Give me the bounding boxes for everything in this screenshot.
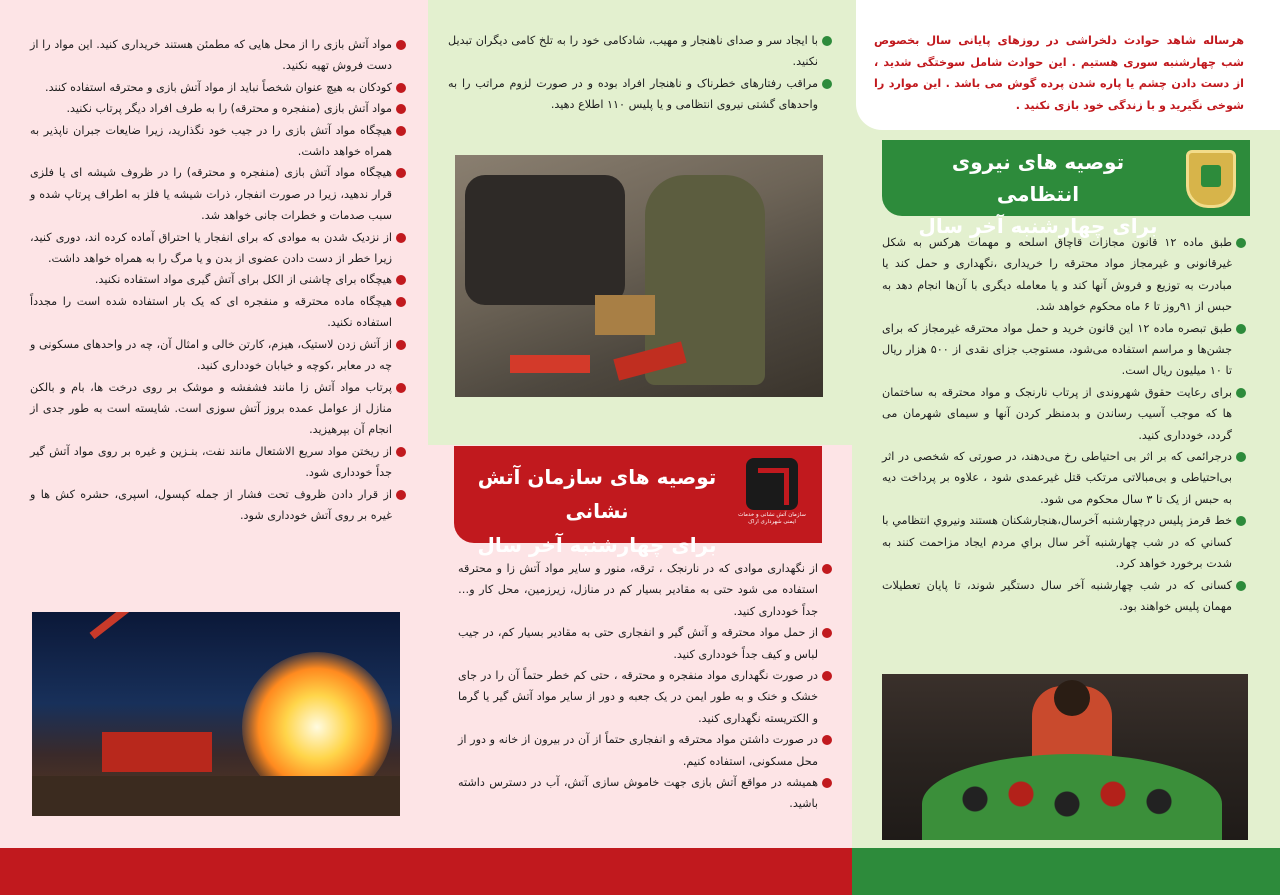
list-item: طبق ماده ۱۲ قانون مجازات قاچاق اسلحه و مهمات هرکس به شکل غیرقانونی و غیرمجاز مواد محترقه را خریداری ،نگهداری و حمل کند یا مبادرت به توزیع و فروش آنها کند و یا معامله دیگری با آن‌ها انجام دهد به حبس از ۹۱روز تا ۶ ماه محکوم خواهد شد. — [882, 232, 1246, 318]
list-item: از آتش زدن لاستیک، هیزم، کارتن خالی و امثال آن، چه در واحدهای مسکونی و چه در معابر ،کوچه و خیابان خودداری کنید. — [30, 334, 406, 377]
list-item: از ریختن مواد سریع الاشتعال مانند نفت، بنـزین و غیره بر روی مواد آتش گیر جداً خودداری شود. — [30, 441, 406, 484]
list-item: کسانی که در شب چهارشنبه آخر سال دستگیر شوند، تا پایان تعطیلات مهمان پلیس خواهند بود. — [882, 575, 1246, 618]
middle-panel — [428, 0, 852, 848]
list-item: درجرائمی که بر اثر بی احتیاطی رخ می‌دهند، در صورتی که شخصی در اثر بی‌احتیاطی و بی‌مبالاتی مرتکب قتل غیرعمدی شود ، علاوه بر پرداخت دیه به حبس از یک تا ۳ سال محکوم می شود. — [882, 446, 1246, 510]
police-banner-title — [908, 146, 1168, 242]
list-item: از نگهداری موادی که در نارنجک ، ترقه، منور و سایر مواد آتش زا و محترقه استفاده می شود حتی به مقادیر بسیار کم در منازل، زیرزمین، محل کار و… جداً خودداری کنید. — [458, 558, 832, 622]
fire-safety-list-continued — [30, 34, 406, 526]
list-item: از نزدیک شدن به موادی که برای انفجار یا احتراق آماده کرده اند، دوری کنید، زیرا خطر از دست دادن عضوی از بدن و یا مرگ را به همراه خواهد داشت. — [30, 227, 406, 270]
bottom-green-band — [852, 848, 1280, 895]
list-item: از حمل مواد محترقه و آتش گیر و انفجاری حتی به مقادیر بسیار کم، در جیب لباس و کیف جداً خودداری کنید. — [458, 622, 832, 665]
fire-dept-logo-icon — [736, 458, 808, 530]
list-item: هیچگاه ماده محترقه و منفجره ای که یک بار استفاده شده است را مجدداً استفاده نکنید. — [30, 291, 406, 334]
list-item: هیچگاه مواد آتش بازی را در جیب خود نگذارید، زیرا ضایعات جبران ناپذیر به همراه خواهد داشت. — [30, 120, 406, 163]
list-item: در صورت نگهداری مواد منفجره و محترقه ، حتی کم خطر حتماً آن را در جای خشک و خنک و به طور ایمن در یک جعبه و دور از سایر مواد آتش گیر یا گرما و الکتریسته نگهداری کنید. — [458, 665, 832, 729]
list-item: هیچگاه مواد آتش بازی (منفجره و محترقه) را در ظروف شیشه ای یا فلزی قرار ندهید، زیرا در صورت انفجار، ذرات شیشه یا فلز به اطراف پرتاپ شده و سبب صدمات و خطرات جانی خواهد شد. — [30, 162, 406, 226]
police-title-line2: برای چهارشنبه آخر سال — [918, 214, 1158, 238]
list-item: خط قرمز پلیس درچهارشنبه آخرسال،هنجارشکنان هستند ونیروي انتظامي با كساني كه در شب چهارشنبه آخر سال براي مردم ايجاد مزاحمت كنند به شدت برخورد خواهد كرد. — [882, 510, 1246, 574]
list-item: همیشه در مواقع آتش بازی جهت خاموش سازی آتش، آب در دسترس داشته باشید. — [458, 772, 832, 815]
list-item: از قرار دادن ظروف تحت فشار از جمله کپسول، اسپری، حشره کش ها و غیره بر روی آتش خودداری شود. — [30, 484, 406, 527]
list-item: طبق تبصره ماده ۱۲ این قانون خرید و حمل مواد محترقه غیرمجاز که برای جشن‌ها و مراسم استفاده می‌شود، مستوجب جزای نقدی از ۵۰۰ هزار ریال تا ۱۰ میلیون ریال است. — [882, 318, 1246, 382]
warning-notice — [856, 0, 1280, 130]
fire-photo — [32, 612, 400, 816]
fire-dept-title-line2: برای چهارشنبه آخر سال — [477, 533, 717, 557]
police-tips-continued — [448, 30, 832, 116]
fire-dept-logo-caption: سازمان آتش نشانی و خدمات ایمنی شهرداری اراک — [738, 512, 806, 525]
bottom-red-band — [0, 848, 852, 895]
list-item: با ایجاد سر و صدای ناهنجار و مهیب، شادکامی خود را به تلخ کامی دیگران تبدیل نکنید. — [448, 30, 832, 73]
list-item: در صورت داشتن مواد محترقه و انفجاری حتماً از آن در بیرون از خانه و دور از محل مسکونی، استفاده کنیم. — [458, 729, 832, 772]
fire-dept-title-line1: توصیه های سازمان آتش نشانی — [477, 465, 717, 523]
police-banner — [882, 140, 1250, 238]
list-item: پرتاب مواد آتش زا مانند فشفشه و موشک بر روی درخت ها، بام و بالکن منازل از عوامل عمده بروز آتش سوزی است. شایسته است به طور جدی از انجام آن بپرهیزید. — [30, 377, 406, 441]
list-item: مواد آتش بازی را از محل هایی که مطمئن هستند خریداری کنید. این مواد را از دست فروش تهیه نکنید. — [30, 34, 406, 77]
fire-dept-banner — [454, 446, 822, 557]
police-photo — [455, 155, 823, 397]
police-tips-list — [882, 232, 1246, 617]
list-item: برای رعایت حقوق شهروندی از پرتاب نارنجک و مواد محترقه به ساختمان ها که موجب آسیب رساندن و بدمنظر کردن آنها و سیمای شهرمان می گردد، خودداری کنید. — [882, 382, 1246, 446]
arrest-photo — [882, 674, 1248, 840]
list-item: هیچگاه برای چاشنی از الکل برای آتش گیری مواد استفاده نکنید. — [30, 269, 406, 290]
list-item: کودکان به هیچ عنوان شخصاً نباید از مواد آتش بازی و محترقه استفاده کنند. — [30, 77, 406, 98]
police-title-line1: توصیه های نیروی انتظامی — [951, 150, 1125, 206]
fire-dept-tips-list — [458, 558, 832, 815]
list-item: مراقب رفتارهای خطرناک و ناهنجار افراد بوده و در صورت لزوم مراتب را به واحدهای گشتی نیروی انتظامی و یا پلیس ۱۱۰ اطلاع دهید. — [448, 73, 832, 116]
warning-text: هرساله شاهد حوادث دلخراشی در روزهای پایانی سال بخصوص شب چهارشنبه سوری هستیم . این حوادث شامل سوختگی شدید ، از دست دادن چشم یا پاره شدن پرده گوش می باشد . این موارد را شوخی نگیرید و با زندگی خود بازی نکنید . — [874, 34, 1244, 112]
list-item: مواد آتش بازی (منفجره و محترقه) را به طرف افراد دیگر پرتاب نکنید. — [30, 98, 406, 119]
fire-dept-banner-title — [467, 460, 727, 562]
police-emblem-icon — [1180, 146, 1236, 208]
